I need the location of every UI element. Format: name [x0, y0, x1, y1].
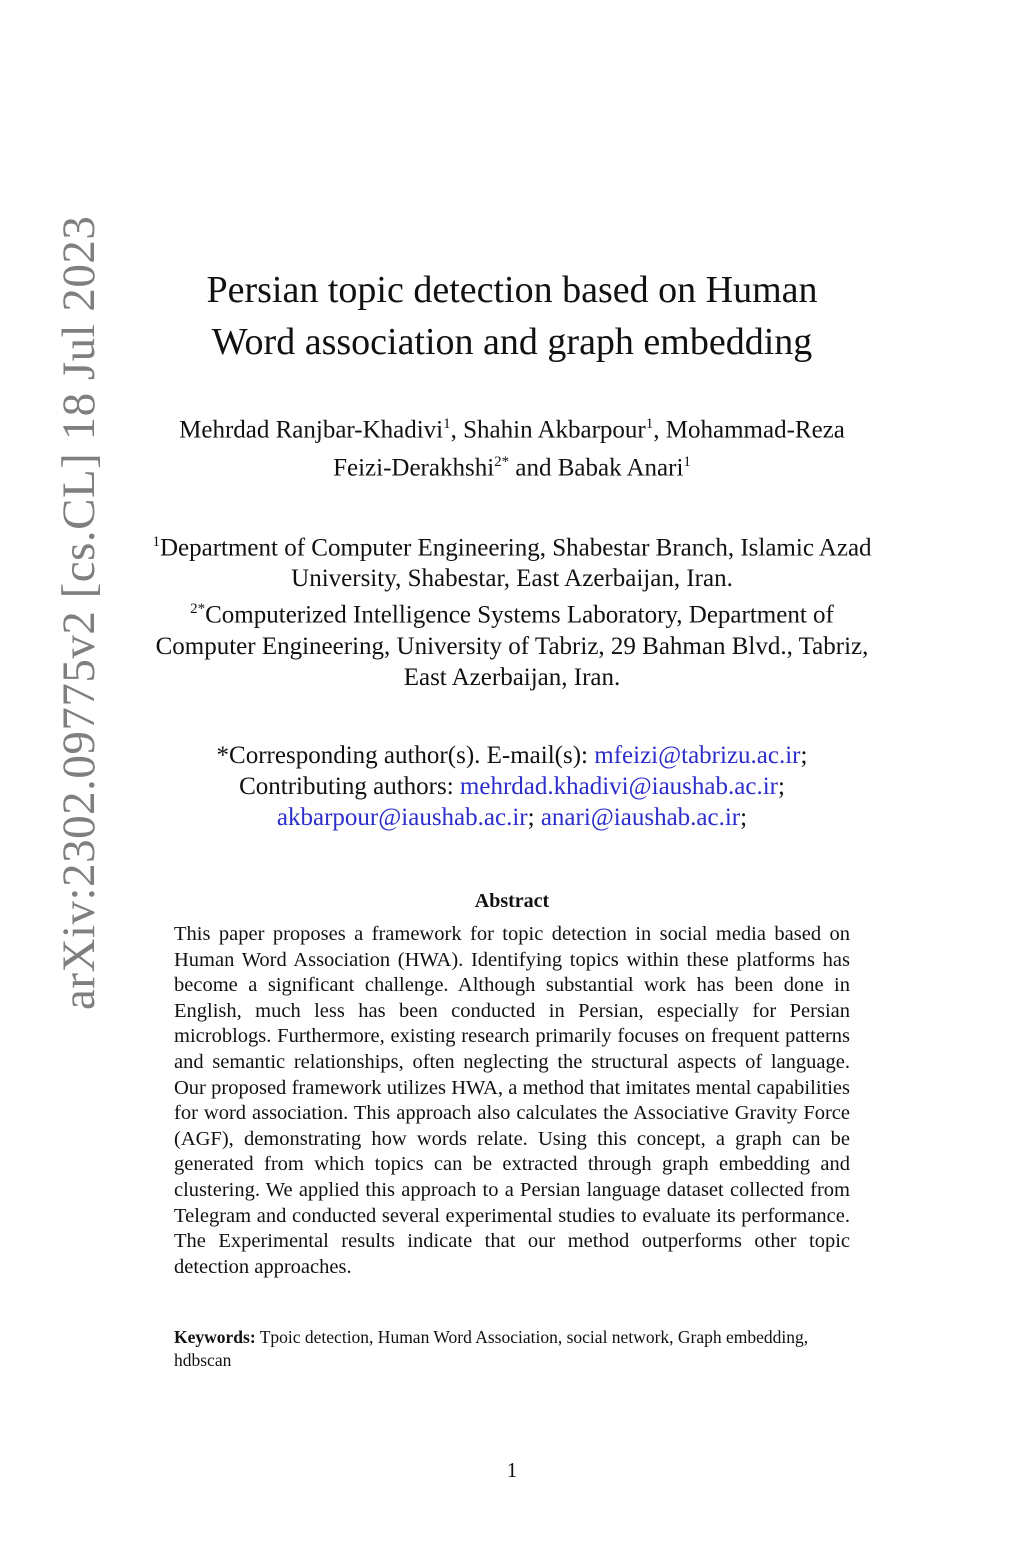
author-separator: ,: [653, 416, 660, 444]
author-sup: 1: [645, 416, 654, 432]
affiliation-sup: 1: [152, 534, 160, 550]
author-sup: 1: [683, 454, 691, 471]
keywords-text: Tpoic detection, Human Word Association, social network, Graph embedding, hdbscan: [174, 1327, 809, 1370]
author-list: [150, 408, 874, 485]
email-link[interactable]: anari@iaushab.ac.ir: [540, 804, 741, 831]
arxiv-identifier: arXiv:2302.09775v2 [cs.CL] 18 Jul 2023: [53, 215, 105, 1010]
author-name: Shahin Akbarpour: [463, 416, 646, 444]
correspondence: [150, 740, 874, 833]
corresponding-label: *Corresponding author(s). E-mail(s):: [216, 742, 588, 769]
email-link[interactable]: mehrdad.khadivi@iaushab.ac.ir: [459, 773, 778, 800]
email-separator: ;: [800, 742, 808, 769]
email-separator: ;: [527, 804, 535, 831]
email-separator: ;: [740, 804, 748, 831]
affiliations: [150, 527, 874, 693]
author-name: Mehrdad Ranjbar-Khadivi: [179, 416, 444, 444]
title-line-1: Persian topic detection based on Human: [206, 269, 818, 311]
abstract-heading: Abstract: [474, 890, 550, 912]
affiliation-text: Computerized Intelligence Systems Laboratory, Department of Computer Engineering, University of Tabriz, 29 Bahman Blvd., Tabriz, East Azerbaijan, Iran.: [155, 601, 869, 691]
author-sup: 1: [443, 416, 451, 432]
email-separator: ;: [777, 773, 785, 800]
author-and: and: [515, 454, 552, 482]
author-name: Mohammad-Reza Feizi-Derakhshi: [333, 416, 845, 482]
author-name: Babak Anari: [557, 454, 684, 482]
email-link[interactable]: mfeizi@tabrizu.ac.ir: [594, 742, 801, 769]
affiliation-text: Department of Computer Engineering, Shabestar Branch, Islamic Azad University, Shabestar, East Azerbaijan, Iran.: [159, 534, 872, 593]
author-separator: ,: [450, 416, 457, 444]
title-line-2: Word association and graph embedding: [211, 321, 813, 363]
contributing-label: Contributing authors:: [239, 773, 454, 800]
paper-title: [150, 264, 874, 368]
keywords: [174, 1326, 850, 1372]
author-sup: 2*: [494, 454, 510, 471]
page-number: 1: [506, 1458, 518, 1482]
affiliation-sup: 2*: [190, 601, 206, 618]
email-link[interactable]: akbarpour@iaushab.ac.ir: [276, 804, 528, 831]
abstract-text: This paper proposes a framework for topic detection in social media based on Human Word Association (HWA). Identifying topics within these platforms has become a significant challenge. Although substantial work has been done in English, much less has been conducted in Persian, especially for Persian microblogs. Furthermore, existing research primarily focuses on frequent patterns and semantic relationships, often neglecting the structural aspects of language. Our proposed framework utilizes HWA, a method that imitates mental capabilities for word association. This approach also calculates the Associative Gravity Force (AGF), demonstrating how words relate. Using this concept, a graph can be generated from which topics can be extracted through graph embedding and clustering. We applied this approach to a Persian language dataset collected from Telegram and conducted several experimental studies to evaluate its performance. The Experimental results indicate that our method outperforms other topic detection approaches.: [174, 923, 850, 1278]
keywords-label: Keywords:: [174, 1327, 256, 1347]
affiliation-1: [150, 527, 874, 594]
affiliation-2: [150, 594, 874, 692]
